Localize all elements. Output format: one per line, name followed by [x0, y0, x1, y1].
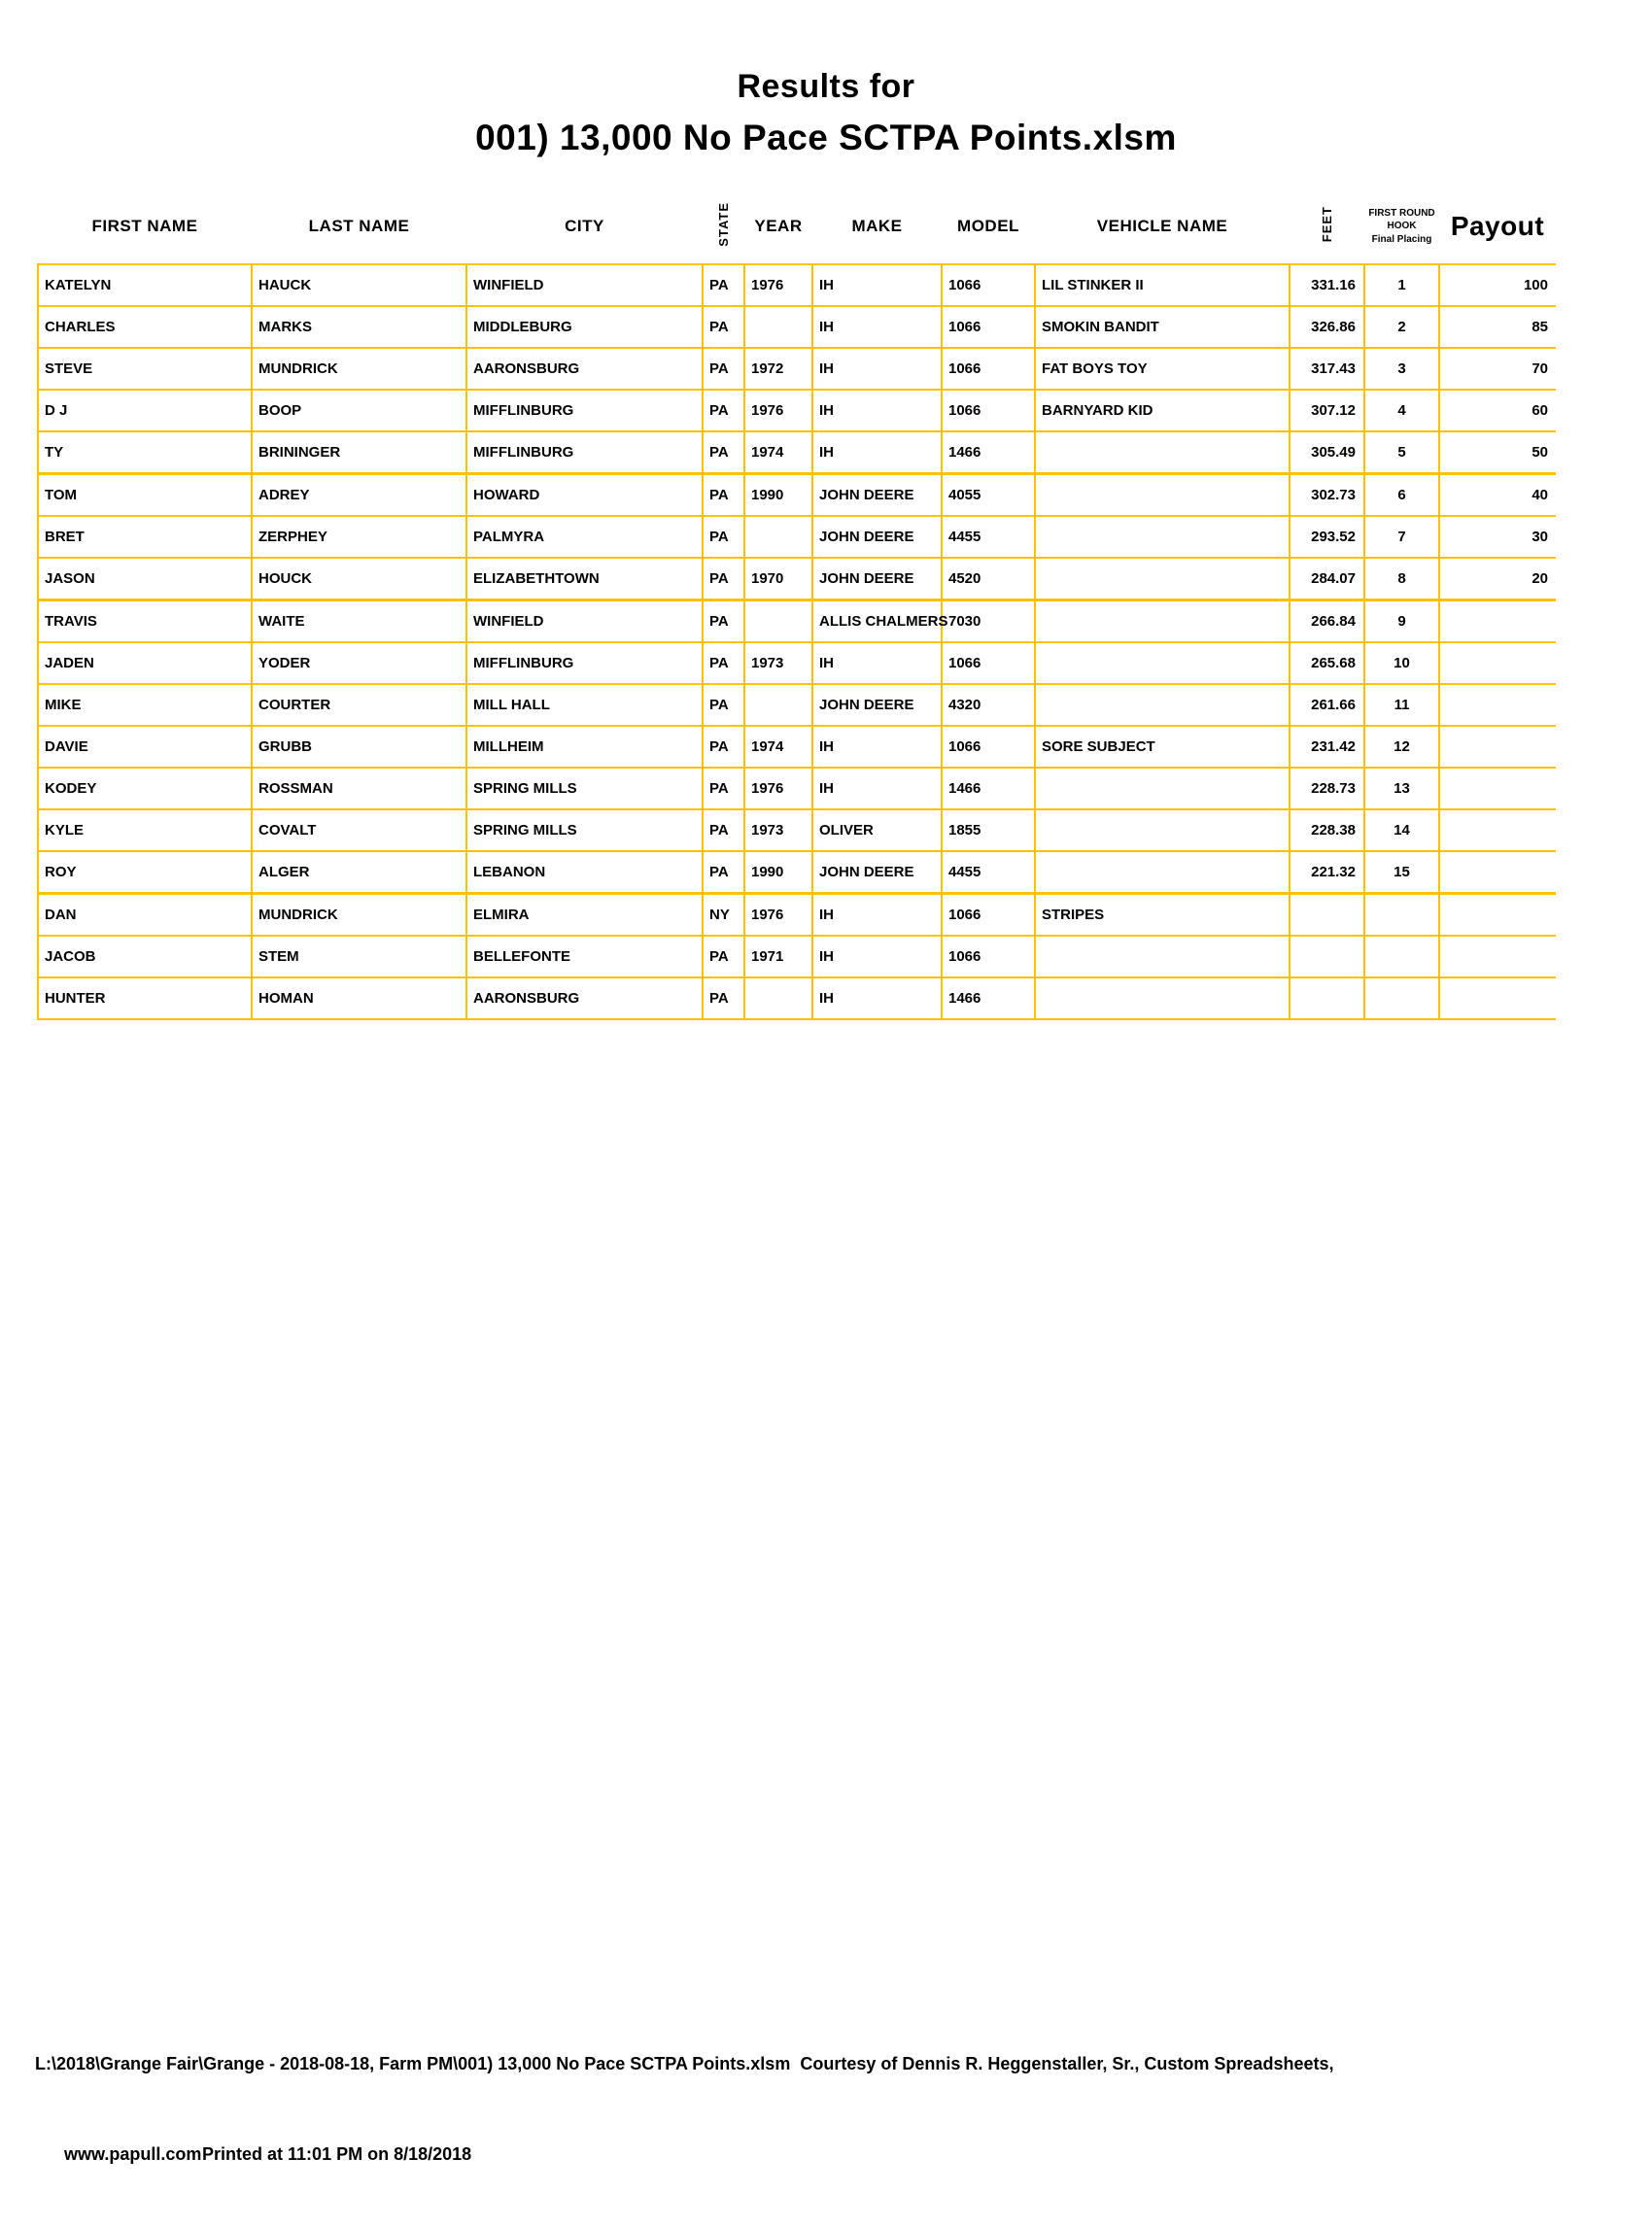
cell-city: HOWARD	[466, 474, 703, 517]
cell-first-name: HUNTER	[38, 977, 252, 1019]
cell-hook: 9	[1364, 600, 1439, 643]
cell-make: IH	[812, 726, 942, 768]
cell-vehicle-name	[1035, 684, 1290, 726]
cell-make: IH	[812, 768, 942, 809]
header-make: MAKE	[851, 217, 903, 235]
cell-year	[744, 977, 812, 1019]
cell-first-name: D J	[38, 390, 252, 431]
cell-first-name: TRAVIS	[38, 600, 252, 643]
cell-hook: 8	[1364, 558, 1439, 600]
cell-payout	[1439, 851, 1556, 894]
cell-make: ALLIS CHALMERS	[812, 600, 942, 643]
cell-payout: 100	[1439, 264, 1556, 306]
cell-model: 1066	[942, 390, 1035, 431]
cell-first-name: BRET	[38, 516, 252, 558]
table-row	[38, 348, 1556, 390]
cell-year: 1974	[744, 431, 812, 474]
cell-last-name: COURTER	[252, 684, 466, 726]
cell-hook: 2	[1364, 306, 1439, 348]
cell-feet: 284.07	[1290, 558, 1364, 600]
cell-hook: 3	[1364, 348, 1439, 390]
cell-vehicle-name: LIL STINKER II	[1035, 264, 1290, 306]
header-state-label: STATE	[716, 201, 731, 247]
header-model: MODEL	[957, 217, 1019, 235]
cell-city: PALMYRA	[466, 516, 703, 558]
cell-vehicle-name	[1035, 600, 1290, 643]
cell-hook	[1364, 894, 1439, 937]
cell-state: PA	[703, 768, 744, 809]
cell-year: 1973	[744, 642, 812, 684]
cell-vehicle-name	[1035, 516, 1290, 558]
cell-feet: 265.68	[1290, 642, 1364, 684]
cell-feet: 331.16	[1290, 264, 1364, 306]
table-row	[38, 684, 1556, 726]
cell-feet: 221.32	[1290, 851, 1364, 894]
footer-printed: Printed at 11:01 PM on 8/18/2018	[202, 2144, 472, 2164]
page-title: Results for	[737, 68, 915, 105]
cell-last-name: BRININGER	[252, 431, 466, 474]
cell-first-name: TOM	[38, 474, 252, 517]
cell-hook	[1364, 936, 1439, 977]
cell-city: BELLEFONTE	[466, 936, 703, 977]
cell-state: NY	[703, 894, 744, 937]
cell-payout	[1439, 894, 1556, 937]
cell-make: JOHN DEERE	[812, 684, 942, 726]
cell-payout	[1439, 726, 1556, 768]
cell-first-name: KATELYN	[38, 264, 252, 306]
cell-hook: 13	[1364, 768, 1439, 809]
cell-model: 1466	[942, 768, 1035, 809]
cell-payout: 40	[1439, 474, 1556, 517]
cell-vehicle-name	[1035, 642, 1290, 684]
cell-payout: 20	[1439, 558, 1556, 600]
cell-make: IH	[812, 390, 942, 431]
cell-payout: 50	[1439, 431, 1556, 474]
cell-hook	[1364, 977, 1439, 1019]
header-first-round-hook	[1364, 189, 1439, 264]
cell-year: 1976	[744, 894, 812, 937]
cell-hook: 10	[1364, 642, 1439, 684]
cell-vehicle-name	[1035, 936, 1290, 977]
cell-make: IH	[812, 936, 942, 977]
cell-year: 1976	[744, 264, 812, 306]
table-row	[38, 768, 1556, 809]
cell-feet: 305.49	[1290, 431, 1364, 474]
cell-vehicle-name: BARNYARD KID	[1035, 390, 1290, 431]
cell-feet	[1290, 936, 1364, 977]
cell-first-name: CHARLES	[38, 306, 252, 348]
cell-payout	[1439, 977, 1556, 1019]
cell-year: 1972	[744, 348, 812, 390]
cell-state: PA	[703, 726, 744, 768]
cell-last-name: BOOP	[252, 390, 466, 431]
cell-city: AARONSBURG	[466, 348, 703, 390]
cell-payout: 85	[1439, 306, 1556, 348]
cell-feet	[1290, 977, 1364, 1019]
cell-feet: 293.52	[1290, 516, 1364, 558]
cell-model: 1466	[942, 431, 1035, 474]
cell-city: LEBANON	[466, 851, 703, 894]
cell-vehicle-name	[1035, 977, 1290, 1019]
cell-vehicle-name: SORE SUBJECT	[1035, 726, 1290, 768]
table-row	[38, 936, 1556, 977]
footer-website: www.papull.com	[64, 2144, 202, 2164]
cell-state: PA	[703, 431, 744, 474]
header-hook-line2: HOOK	[1387, 221, 1417, 232]
cell-city: SPRING MILLS	[466, 768, 703, 809]
cell-vehicle-name: FAT BOYS TOY	[1035, 348, 1290, 390]
cell-model: 4455	[942, 851, 1035, 894]
cell-first-name: JACOB	[38, 936, 252, 977]
cell-feet: 307.12	[1290, 390, 1364, 431]
cell-hook: 6	[1364, 474, 1439, 517]
table-row	[38, 726, 1556, 768]
footer-path-line: L:\2018\Grange Fair\Grange - 2018-08-18, Farm PM\001) 13,000 No Pace SCTPA Points.xlsm Courtesy of Dennis R. Heggenstaller, Sr., Custom Spreadsheets,	[35, 2054, 1334, 2073]
cell-year	[744, 600, 812, 643]
cell-state: PA	[703, 936, 744, 977]
results-table	[37, 189, 1556, 1020]
cell-last-name: ALGER	[252, 851, 466, 894]
cell-model: 1066	[942, 642, 1035, 684]
cell-city: MIDDLEBURG	[466, 306, 703, 348]
header-feet-label: FEET	[1320, 205, 1334, 243]
cell-payout	[1439, 684, 1556, 726]
cell-first-name: TY	[38, 431, 252, 474]
header-hook-line1: FIRST ROUND	[1368, 207, 1435, 219]
cell-model: 1066	[942, 264, 1035, 306]
cell-year: 1976	[744, 390, 812, 431]
table-header-row	[38, 189, 1556, 264]
cell-year	[744, 516, 812, 558]
cell-city: AARONSBURG	[466, 977, 703, 1019]
cell-vehicle-name	[1035, 809, 1290, 851]
cell-state: PA	[703, 684, 744, 726]
header-vehicle-name: VEHICLE NAME	[1096, 217, 1228, 235]
cell-first-name: ROY	[38, 851, 252, 894]
cell-first-name: DAVIE	[38, 726, 252, 768]
cell-state: PA	[703, 977, 744, 1019]
cell-vehicle-name	[1035, 851, 1290, 894]
cell-feet: 266.84	[1290, 600, 1364, 643]
cell-vehicle-name	[1035, 768, 1290, 809]
cell-model: 7030	[942, 600, 1035, 643]
table-row	[38, 306, 1556, 348]
cell-state: PA	[703, 809, 744, 851]
header-last-name: LAST NAME	[308, 217, 410, 235]
cell-year	[744, 306, 812, 348]
cell-make: OLIVER	[812, 809, 942, 851]
cell-first-name: KYLE	[38, 809, 252, 851]
cell-model: 4520	[942, 558, 1035, 600]
cell-model: 1066	[942, 306, 1035, 348]
cell-year: 1973	[744, 809, 812, 851]
header-payout: Payout	[1450, 211, 1545, 241]
cell-state: PA	[703, 306, 744, 348]
cell-city: WINFIELD	[466, 600, 703, 643]
header-feet	[1290, 189, 1364, 264]
cell-last-name: MUNDRICK	[252, 348, 466, 390]
cell-make: IH	[812, 977, 942, 1019]
header-state	[703, 189, 744, 264]
cell-last-name: MARKS	[252, 306, 466, 348]
cell-first-name: JADEN	[38, 642, 252, 684]
cell-state: PA	[703, 600, 744, 643]
cell-first-name: DAN	[38, 894, 252, 937]
cell-city: ELMIRA	[466, 894, 703, 937]
cell-city: MIFFLINBURG	[466, 642, 703, 684]
cell-payout	[1439, 768, 1556, 809]
table-row	[38, 642, 1556, 684]
cell-city: ELIZABETHTOWN	[466, 558, 703, 600]
cell-model: 4455	[942, 516, 1035, 558]
cell-payout	[1439, 936, 1556, 977]
cell-make: JOHN DEERE	[812, 474, 942, 517]
cell-state: PA	[703, 642, 744, 684]
cell-hook: 1	[1364, 264, 1439, 306]
header-city: CITY	[565, 217, 604, 235]
cell-vehicle-name	[1035, 474, 1290, 517]
cell-last-name: ROSSMAN	[252, 768, 466, 809]
cell-model: 1066	[942, 348, 1035, 390]
cell-payout: 60	[1439, 390, 1556, 431]
table-row	[38, 851, 1556, 894]
cell-last-name: YODER	[252, 642, 466, 684]
cell-first-name: STEVE	[38, 348, 252, 390]
cell-feet: 317.43	[1290, 348, 1364, 390]
cell-feet: 302.73	[1290, 474, 1364, 517]
table-row	[38, 431, 1556, 474]
cell-make: JOHN DEERE	[812, 516, 942, 558]
cell-make: IH	[812, 894, 942, 937]
cell-feet: 228.73	[1290, 768, 1364, 809]
cell-year	[744, 684, 812, 726]
cell-city: SPRING MILLS	[466, 809, 703, 851]
cell-first-name: KODEY	[38, 768, 252, 809]
cell-last-name: ADREY	[252, 474, 466, 517]
cell-hook: 4	[1364, 390, 1439, 431]
table-row	[38, 390, 1556, 431]
cell-model: 1466	[942, 977, 1035, 1019]
table-row	[38, 516, 1556, 558]
cell-feet: 261.66	[1290, 684, 1364, 726]
cell-feet: 231.42	[1290, 726, 1364, 768]
cell-year: 1970	[744, 558, 812, 600]
header-hook-line3: Final Placing	[1371, 233, 1432, 245]
table-row	[38, 977, 1556, 1019]
cell-year: 1976	[744, 768, 812, 809]
cell-payout: 30	[1439, 516, 1556, 558]
header-first-name: FIRST NAME	[91, 217, 198, 235]
cell-state: PA	[703, 474, 744, 517]
header-year: YEAR	[754, 217, 803, 235]
table-row	[38, 894, 1556, 937]
cell-model: 1066	[942, 894, 1035, 937]
cell-year: 1990	[744, 474, 812, 517]
cell-last-name: MUNDRICK	[252, 894, 466, 937]
cell-payout	[1439, 642, 1556, 684]
cell-last-name: WAITE	[252, 600, 466, 643]
cell-hook: 14	[1364, 809, 1439, 851]
cell-last-name: COVALT	[252, 809, 466, 851]
cell-first-name: JASON	[38, 558, 252, 600]
cell-hook: 12	[1364, 726, 1439, 768]
cell-make: IH	[812, 348, 942, 390]
cell-city: MIFFLINBURG	[466, 431, 703, 474]
table-row	[38, 809, 1556, 851]
cell-city: WINFIELD	[466, 264, 703, 306]
cell-year: 1971	[744, 936, 812, 977]
cell-city: MILL HALL	[466, 684, 703, 726]
cell-last-name: ZERPHEY	[252, 516, 466, 558]
table-row	[38, 474, 1556, 517]
table-row	[38, 264, 1556, 306]
cell-make: IH	[812, 264, 942, 306]
cell-payout	[1439, 809, 1556, 851]
cell-model: 1066	[942, 726, 1035, 768]
cell-last-name: STEM	[252, 936, 466, 977]
cell-state: PA	[703, 264, 744, 306]
cell-feet: 326.86	[1290, 306, 1364, 348]
cell-last-name: HAUCK	[252, 264, 466, 306]
cell-state: PA	[703, 390, 744, 431]
cell-payout: 70	[1439, 348, 1556, 390]
cell-vehicle-name: SMOKIN BANDIT	[1035, 306, 1290, 348]
cell-make: IH	[812, 431, 942, 474]
cell-make: IH	[812, 306, 942, 348]
cell-state: PA	[703, 558, 744, 600]
cell-make: IH	[812, 642, 942, 684]
cell-make: JOHN DEERE	[812, 851, 942, 894]
table-row	[38, 558, 1556, 600]
file-title: 001) 13,000 No Pace SCTPA Points.xlsm	[475, 118, 1177, 157]
cell-year: 1974	[744, 726, 812, 768]
cell-state: PA	[703, 348, 744, 390]
cell-make: JOHN DEERE	[812, 558, 942, 600]
cell-vehicle-name: STRIPES	[1035, 894, 1290, 937]
cell-city: MIFFLINBURG	[466, 390, 703, 431]
cell-year: 1990	[744, 851, 812, 894]
cell-payout	[1439, 600, 1556, 643]
cell-last-name: HOUCK	[252, 558, 466, 600]
footer	[35, 2013, 1333, 2226]
table-row	[38, 600, 1556, 643]
cell-last-name: GRUBB	[252, 726, 466, 768]
cell-vehicle-name	[1035, 431, 1290, 474]
cell-state: PA	[703, 851, 744, 894]
cell-hook: 7	[1364, 516, 1439, 558]
cell-model: 1066	[942, 936, 1035, 977]
cell-model: 4320	[942, 684, 1035, 726]
cell-model: 4055	[942, 474, 1035, 517]
cell-hook: 15	[1364, 851, 1439, 894]
cell-state: PA	[703, 516, 744, 558]
cell-feet: 228.38	[1290, 809, 1364, 851]
cell-first-name: MIKE	[38, 684, 252, 726]
cell-hook: 11	[1364, 684, 1439, 726]
cell-last-name: HOMAN	[252, 977, 466, 1019]
cell-model: 1855	[942, 809, 1035, 851]
cell-hook: 5	[1364, 431, 1439, 474]
cell-vehicle-name	[1035, 558, 1290, 600]
cell-feet	[1290, 894, 1364, 937]
cell-city: MILLHEIM	[466, 726, 703, 768]
